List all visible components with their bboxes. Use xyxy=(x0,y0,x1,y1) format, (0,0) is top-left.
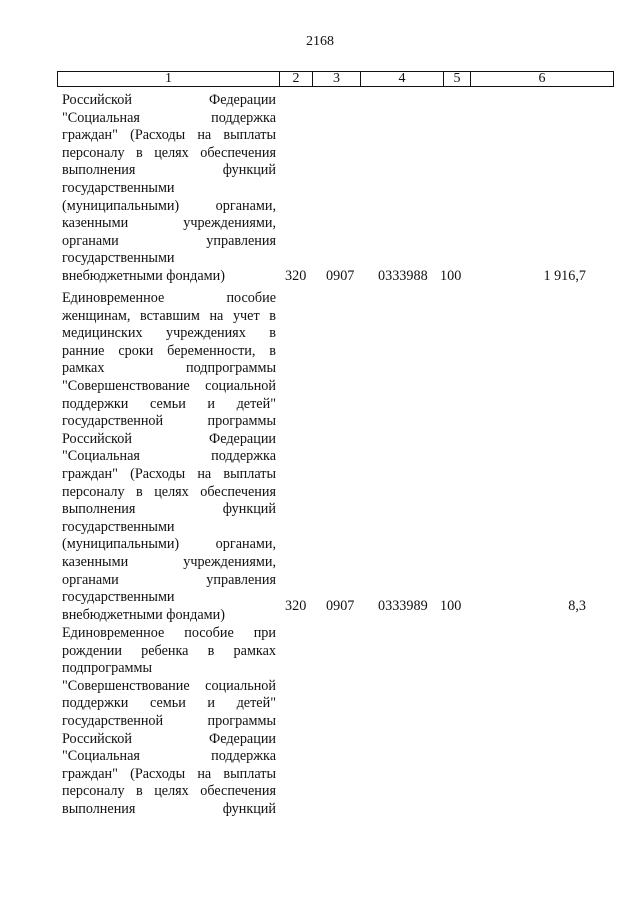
description-line: выполнения функций xyxy=(62,501,276,518)
header-col-3: 3 xyxy=(313,72,361,86)
row-col4-value: 0333988 xyxy=(378,268,428,284)
description-line: выполнения функций xyxy=(62,800,276,817)
row-description xyxy=(62,625,276,819)
description-line: органами управления xyxy=(62,232,276,249)
description-line: "Совершенствование социальной xyxy=(62,377,276,394)
row-col3-value: 0907 xyxy=(326,268,355,284)
description-line: казенными учреждениями, xyxy=(62,553,276,570)
description-line: органами управления xyxy=(62,571,276,588)
description-line: казенными учреждениями, xyxy=(62,215,276,232)
description-line: ранние сроки беременности, в xyxy=(62,342,276,359)
row-description xyxy=(62,290,276,624)
row-col6-value: 1 916,7 xyxy=(543,268,586,284)
header-col-5: 5 xyxy=(444,72,471,86)
description-line: Российской Федерации xyxy=(62,430,276,447)
row-description xyxy=(62,92,276,286)
description-line: государственными xyxy=(62,250,175,267)
row-col2-value: 320 xyxy=(285,598,307,614)
table-header xyxy=(57,71,614,87)
description-line: Единовременное пособие xyxy=(62,290,276,306)
row-col3-value: 0907 xyxy=(326,598,355,614)
description-line: поддержки семьи и детей" xyxy=(62,695,276,712)
description-line: Единовременное пособие при xyxy=(62,625,276,641)
description-line: поддержки семьи и детей" xyxy=(62,395,276,412)
description-line: внебюджетными фондами) xyxy=(62,267,225,284)
header-col-1: 1 xyxy=(58,72,280,86)
description-line: подпрограммы xyxy=(62,660,152,677)
row-col5-value: 100 xyxy=(440,598,462,614)
description-line: персоналу в целях обеспечения xyxy=(62,144,276,161)
description-line: государственными xyxy=(62,518,175,535)
description-line: "Совершенствование социальной xyxy=(62,677,276,694)
description-line: рождении ребенка в рамках xyxy=(62,642,276,659)
description-line: Российской Федерации xyxy=(62,92,276,108)
description-line: государственной программы xyxy=(62,712,276,729)
description-line: внебюджетными фондами) xyxy=(62,606,225,623)
row-col4-value: 0333989 xyxy=(378,598,428,614)
description-line: граждан" (Расходы на выплаты xyxy=(62,127,276,144)
page-number: 2168 xyxy=(306,34,334,49)
description-line: "Социальная поддержка xyxy=(62,109,276,126)
header-col-2: 2 xyxy=(280,72,313,86)
description-line: персоналу в целях обеспечения xyxy=(62,783,276,800)
row-col2-value: 320 xyxy=(285,268,307,284)
description-line: (муниципальными) органами, xyxy=(62,536,276,553)
description-line: государственными xyxy=(62,589,175,606)
header-col-4: 4 xyxy=(361,72,444,86)
description-line: медицинских учреждениях в xyxy=(62,325,276,342)
description-line: выполнения функций xyxy=(62,162,276,179)
description-line: Российской Федерации xyxy=(62,730,276,747)
description-line: женщинам, вставшим на учет в xyxy=(62,307,276,324)
description-line: государственными xyxy=(62,179,175,196)
header-col-6: 6 xyxy=(538,71,546,86)
description-line: "Социальная поддержка xyxy=(62,748,276,765)
description-line: персоналу в целях обеспечения xyxy=(62,483,276,500)
description-line: рамках подпрограммы xyxy=(62,360,276,377)
description-line: "Социальная поддержка xyxy=(62,448,276,465)
row-col5-value: 100 xyxy=(440,268,462,284)
description-line: государственной программы xyxy=(62,413,276,430)
description-line: граждан" (Расходы на выплаты xyxy=(62,765,276,782)
row-col6-value: 8,3 xyxy=(568,598,586,614)
description-line: граждан" (Расходы на выплаты xyxy=(62,465,276,482)
description-line: (муниципальными) органами, xyxy=(62,197,276,214)
